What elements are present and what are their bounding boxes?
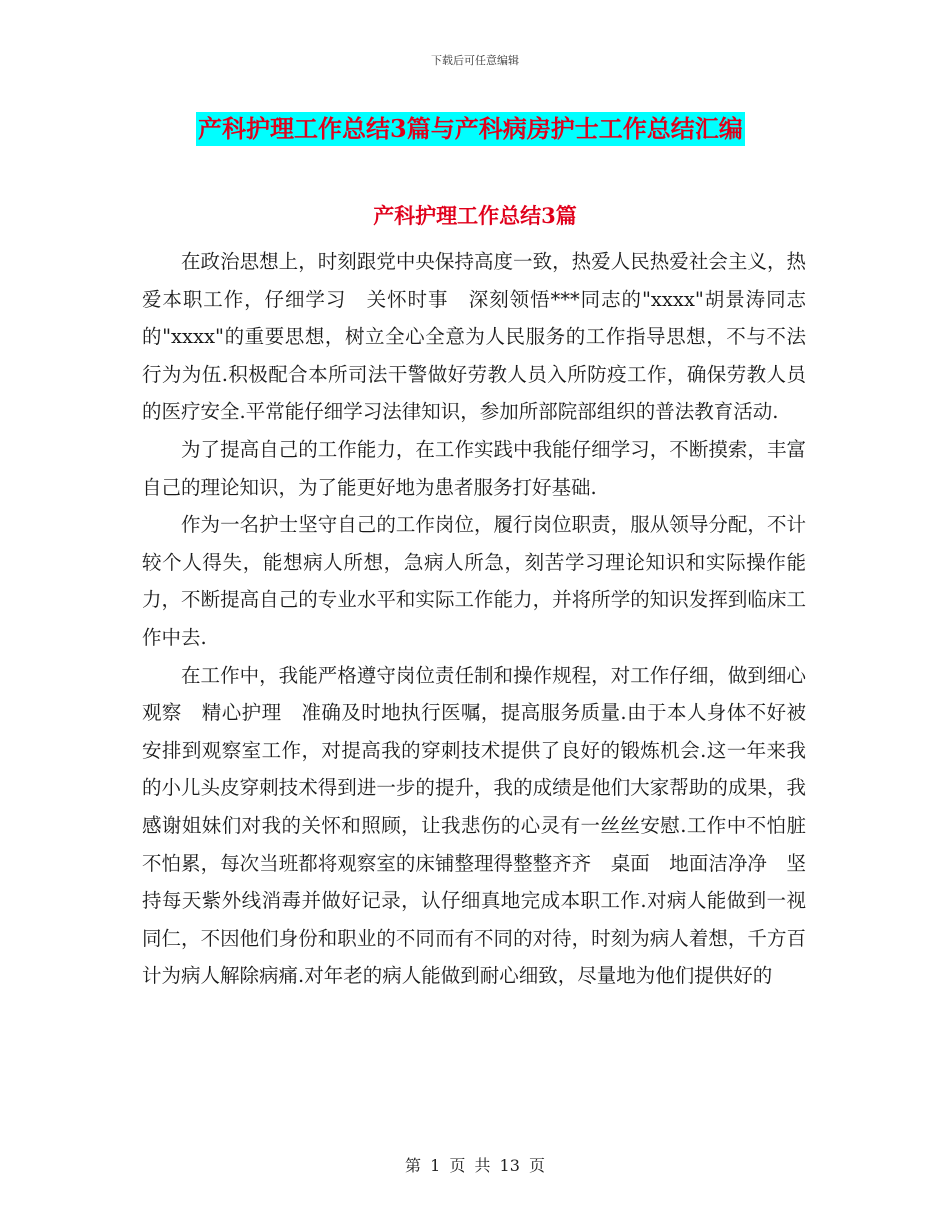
paragraph: 在政治思想上，时刻跟党中央保持高度一致，热爱人民热爱社会主义，热爱本职工作，仔细学习 关怀时事 深刻领悟***同志的"xxxx"胡景涛同志的"xxxx"的重要思想，树立全心全意为人民服务的工作指导思想，不与不法行为为伍.积极配合本所司法干警做好劳教人员入所防疫工作，确保劳教人员的医疗安全.平常能仔细学习法律知识，参加所部院部组织的普法教育活动. xyxy=(142,250,806,424)
paragraph: 作为一名护士坚守自己的工作岗位，履行岗位职责，服从领导分配，不计较个人得失，能想病人所想，急病人所急，刻苦学习理论知识和实际操作能力，不断提高自己的专业水平和实际工作能力，并将所学的知识发挥到临床工作中去. xyxy=(142,513,806,649)
page-footer: 第 1 页 共 13 页 xyxy=(405,1156,545,1175)
document-title: 产科护理工作总结3篇与产科病房护士工作总结汇编 xyxy=(196,112,745,146)
header-note: 下载后可任意编辑 xyxy=(431,54,519,67)
body-text xyxy=(142,243,806,995)
paragraph: 在工作中，我能严格遵守岗位责任制和操作规程，对工作仔细，做到细心观察 精心护理 准确及时地执行医嘱，提高服务质量.由于本人身体不好被安排到观察室工作，对提高我的穿刺技术提供了良好的锻炼机会.这一年来我的小儿头皮穿刺技术得到进一步的提升，我的成绩是他们大家帮助的成果，我感谢姐妹们对我的关怀和照顾，让我悲伤的心灵有一丝丝安慰.工作中不怕脏不怕累，每次当班都将观察室的床铺整理得整整齐齐 桌面 地面洁净净 坚持每天紫外线消毒并做好记录，认仔细真地完成本职工作.对病人能做到一视同仁，不因他们身份和职业的不同而有不同的对待，时刻为病人着想，千方百计为病人解除病痛.对年老的病人能做到耐心细致，尽量地为他们提供好的 xyxy=(142,663,806,988)
paragraph: 为了提高自己的工作能力，在工作实践中我能仔细学习，不断摸索，丰富自己的理论知识，为了能更好地为患者服务打好基础. xyxy=(142,437,806,499)
section-title: 产科护理工作总结3篇 xyxy=(373,203,577,228)
